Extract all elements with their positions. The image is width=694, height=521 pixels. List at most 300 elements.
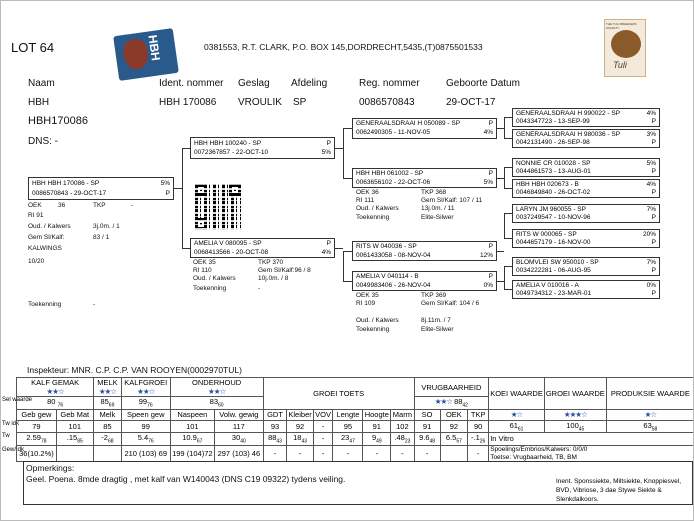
ss-line1: GENERAALSDRAAI H 050089 - SP [356,120,461,127]
connector [504,289,512,290]
group-header-row [1,378,694,397]
value: 9.6 [419,433,430,442]
tuli-logo-caption: THE TULI BREEDERS SOCIETY [606,22,637,30]
sd-line2-right: 5% [483,179,493,186]
connector [504,167,505,189]
col-gdt: GDT [263,409,287,420]
group-groei-toets: GROEI TOETS [263,378,414,410]
stars: ★☆ [644,410,657,419]
label-reg: Reg. nommer [359,78,420,89]
accuracy: 57 [456,438,462,445]
gg1-r2: P [651,118,656,125]
groei-waarde-value [544,420,606,433]
accuracy: 76 [147,402,153,409]
cell [215,433,264,446]
animal-oek-value: 36 [58,202,66,209]
weight-row [1,445,694,462]
accuracy: 43 [301,438,308,445]
group-label: KALFGROEI [124,378,168,387]
connector [182,248,190,249]
cell: 91 [363,420,391,433]
animal-gem-value: 83 / 1 [93,234,110,241]
group-kalf-gemak [17,378,94,397]
gg6-r2: P [651,239,656,246]
val-melk [93,397,121,410]
val-kalf-gemak [17,397,94,410]
label-section: Afdeling [291,78,328,89]
animal-box [28,177,174,200]
cell: 117 [215,420,264,433]
remarks-box [23,461,693,505]
connector [343,128,344,178]
cell [17,433,56,446]
gg3-line1: NONNIE CR 010028 - SP [516,160,591,167]
cell: 92 [440,420,468,433]
side-label-sel: Sel waarde [2,397,33,403]
connector [504,117,505,139]
gg4-r1: 4% [646,181,656,188]
gg5-r2: P [651,214,656,221]
sd-ri: RI 111 [356,197,375,204]
side-label-twidk: Tw idk [2,421,20,427]
hbh-logo [113,28,179,81]
group-label: VRUGBAARHEID [421,382,482,392]
col-lengte: Lengte [333,409,363,420]
sire-box [190,137,335,159]
dd-line2-right: 0% [483,282,493,289]
animal-kalwings: KALWINGS [28,245,62,252]
accuracy: 67 [196,438,203,445]
cell: - [313,420,333,433]
label-ident: Ident. nommer [159,78,224,89]
group-vrugbaarheid [414,378,489,397]
gg4-line2: 0046849840 - 26-OCT-02 [516,189,591,196]
accuracy: 68 [107,438,114,445]
accuracy: 69 [108,402,115,409]
cell: - [363,445,391,462]
animal-line1: HBH HBH 170086 - SP [32,180,100,187]
connector [504,266,512,267]
sd-tkp: TKP 368 [421,189,447,196]
accuracy: 48 [429,438,436,445]
sire-dam-box [352,168,497,188]
dd-gem: Gem Sl/Kalf: 104 / 6 [421,300,480,307]
dam-box [190,238,335,258]
bull-icon [611,30,641,58]
cell: - [468,445,489,462]
accuracy: 23 [404,438,411,445]
animal-oud: Oud. / Kalwers [28,223,71,230]
qr-code[interactable] [195,184,241,230]
sd-toekenning: Toekenning [356,214,390,221]
dam-toekenning-value: - [258,285,261,292]
gg2-r2: P [651,139,656,146]
dns: DNS: - [28,136,58,147]
value: 61 [509,420,518,430]
cell: - [263,445,287,462]
ss-line2: 0062490305 - 11-NOV-05 [356,129,430,136]
cell: - [333,445,363,462]
sire-line1: HBH HBH 100240 - SP [194,140,262,147]
accuracy: 42 [462,402,468,409]
cell [363,433,391,446]
gg5-r1: 7% [646,206,656,213]
dam-oud-value: 10j.0m. / 8 [258,275,289,282]
connector [343,251,344,281]
group-label: GROEI WAARDE [545,388,605,398]
gg1-line2: 0043347723 - 13-SEP-99 [516,118,590,125]
dd-line1: AMELIA V 040114 - B [356,273,419,280]
dd-oud: Oud. / Kalwers [356,317,399,324]
cell [391,433,414,446]
stars-groei [544,409,606,420]
sire-line2: 0072367857 - 22-OCT-10 [194,149,269,156]
dam-gem: Gem Sl/Kalf:96 / 8 [258,267,311,274]
value: .15 [66,433,78,442]
animal-kalwings-value: 10/20 [28,258,45,265]
gg-box-4 [512,179,660,198]
value: 5.4 [137,433,149,442]
stars: ★★☆ [98,387,116,396]
gg-box-2 [512,129,660,148]
gg4-r2: P [651,189,656,196]
val-vrugbaarheid [414,397,489,410]
cell: 101 [170,420,215,433]
group-koei-waarde [489,378,545,410]
qr-finder [229,184,241,196]
stars-koei [489,409,545,420]
dd-line1-right: P [488,273,493,280]
cell [93,445,121,462]
cell: 210 (103) 69 [121,445,170,462]
gg-box-1 [512,108,660,127]
value: - [321,434,325,444]
dam-oud: Oud. / Kalwers [193,275,236,282]
accuracy: 40 [240,438,246,445]
gg6-line1: RITS W 000065 - SP [516,231,577,238]
connector [497,178,504,179]
ds-line1-right: P [488,243,493,250]
stars: ★★★☆ [563,410,587,419]
dam-line1-right: P [326,240,331,247]
spacer-cell [1,433,17,446]
group-label: KALF GEMAK [31,378,80,387]
value: 9 [371,433,377,442]
connector [504,238,512,239]
stars: ★★☆ [46,387,64,396]
cell [440,445,468,462]
accuracy: 76 [148,438,154,445]
produksie-waarde-value [606,420,694,433]
spacer-cell [1,445,17,462]
dam-line1: AMELIA V 080095 - SP [194,240,262,247]
sd-gem: Gem Sl/Kalf: 107 / 11 [421,197,483,204]
gg2-line2: 0042131490 - 26-SEP-98 [516,139,590,146]
value: 99 [138,397,148,406]
gg4-line1: HBH HBH 020673 - B [516,181,579,188]
remarks-text: Geel. Poena. 8mde dragtig , met kalf van W140043 (DNS C19 09322) tydens veiling. [26,474,346,484]
connector [335,148,343,149]
connector [504,167,512,168]
cell: 90 [468,420,489,433]
value-dob: 29-OCT-17 [446,97,496,108]
gg6-r1: 20% [642,231,656,238]
col-kleiber: Kleiber [288,410,312,419]
lot-number: LOT 64 [11,40,55,55]
value: 63 [643,420,652,430]
cell [263,433,287,446]
cell [170,433,215,446]
gg-box-5 [512,204,660,223]
cell: 102 [391,420,414,433]
dam-ri: RI 110 [193,267,212,274]
label-sex: Geslag [238,78,270,89]
animal-tkp: TKP [93,202,106,209]
cell [121,433,170,446]
dam-line2-right: 4% [321,249,331,256]
sire-line2-right: 5% [321,149,331,156]
gg8-r1: 0% [646,282,656,289]
accuracy: 78 [40,438,47,445]
group-onderhoud [170,378,263,397]
gg6-line2: 0044657179 - 16-NOV-00 [516,239,591,246]
value: .48 [394,433,405,442]
connector [335,248,343,249]
connector [497,128,504,129]
gg7-r1: 7% [646,259,656,266]
cell [56,445,93,462]
connector [174,188,182,189]
accuracy: 85 [77,438,83,445]
spacer-cell [1,409,17,420]
owner-line: 0381553, R.T. CLARK, P.O. BOX 145,DORDRECHT,5435,(T)0875501533 [204,42,483,52]
value: 85 [100,397,109,406]
cell: 36(10.2%) [17,445,56,462]
dd-tkp: TKP 369 [421,292,447,299]
value: 83 [209,397,218,406]
side-label-gewidk: Gew/Idk [2,447,25,453]
value-reg: 0086570843 [359,97,415,108]
gg7-line2: 0034222281 - 06-AUG-95 [516,267,591,274]
cell [440,433,468,446]
connector [504,138,512,139]
col-marm: Marm [391,409,414,420]
cell [414,433,440,446]
dd-ri: RI 109 [356,300,376,307]
stars: ★★☆ [208,387,226,396]
gg5-line2: 0037249547 - 10-NOV-96 [516,214,591,221]
gg3-r2: P [651,168,656,175]
value: 2.59 [26,433,41,442]
toetse: Toetse: Vrugbaarheid, TB, BM [490,453,577,461]
value: 80 [47,397,56,406]
val-onderhoud [170,397,263,410]
cell: 91 [414,420,440,433]
gg8-line1: AMELIA V 010016 - A [516,282,579,289]
animal-ri: RI 91 [28,212,44,219]
spoelings: Spoelings/Embrios/Kalwers: 0/0/0 [490,445,588,453]
sire-line1-right: P [326,140,331,147]
value: 88 [268,433,277,442]
stars-produksie [606,409,694,420]
value: 23 [340,433,350,442]
dd-line2: 0049983406 - 26-NOV-04 [356,282,431,289]
sd-line1: HBH HBH 061002 - SP [356,170,424,177]
connector [504,188,512,189]
cell: - [391,445,414,462]
dam-sire-box [352,241,497,261]
qr-finder [195,218,207,230]
index-row [1,420,694,433]
cell: 297 (103) 46 [215,445,264,462]
value: 10.9 [182,433,197,442]
gg8-line2: 0049734312 - 23-MAR-01 [516,290,592,297]
sire-sire-box [352,118,497,139]
cell [333,433,363,446]
gg2-r1: 3% [646,131,656,138]
col-so: SO [414,409,440,420]
gg3-r1: 5% [646,160,656,167]
stars: ★☆ [510,410,523,419]
dam-line2: 0068413566 - 20-OCT-08 [194,249,269,256]
dam-tkp: TKP 370 [258,259,284,266]
animal-tkp-value: - [131,202,134,209]
value: -2 [101,433,108,442]
gg2-line1: GENERAALSDRAAI H 980036 - SP [516,131,621,138]
value: 6.5 [445,433,457,442]
dd-oek: OEK 35 [356,292,379,299]
connector [504,266,505,290]
remarks-title: Opmerkings: [26,463,75,473]
cell: 99 [121,420,170,433]
gg7-line1: BLOMVLEI SW 950010 - SP [516,259,599,266]
tuli-logo-text: Tuli [613,60,627,70]
gg-box-3 [512,158,660,177]
value-name: HBH [28,97,50,108]
value: -.1 [471,433,480,442]
value: 88 [454,397,463,406]
accuracy: 61 [517,426,524,432]
col-naspeen: Naspeen [170,409,215,420]
stars: ★★☆ [434,397,452,406]
gg8-r2: P [651,290,656,297]
label-dob: Geboorte Datum [446,78,520,89]
connector [182,148,183,248]
col-speen-gew: Speen gew [121,409,170,420]
animal-gem: Gem Sl/Kalf: [28,234,65,241]
col-vov: VOV [315,410,331,419]
cell: - [313,445,333,462]
sd-line1-right: P [488,170,493,177]
value: 18 [293,433,302,442]
connector [343,251,352,252]
accuracy: 49 [376,438,382,445]
side-label-tw: Tw [2,433,10,439]
column-header-row [1,409,694,420]
group-kalfgroei [121,378,170,397]
group-produksie-waarde [606,378,694,410]
spoeling-cell [489,445,694,462]
val-kalfgroei [121,397,170,410]
gg1-r1: 4% [646,110,656,117]
dam-oek: OEK 35 [193,259,216,266]
animal-oek: OEK [28,202,42,209]
animal-oud-value: 3j.0m. / 1 [93,223,120,230]
qr-finder [195,184,207,196]
connector [504,213,505,239]
accuracy: 45 [578,426,585,432]
col-tkp: TKP [468,409,489,420]
col-geb-mat: Geb Mat [56,409,93,420]
group-label: PRODUKSIE WAARDE [610,388,690,398]
inspector: Inspekteur: MNR. C.P. C.P. VAN ROOYEN(0002970TUL) [27,365,242,375]
connector [343,128,352,129]
cell: - [414,445,440,462]
sd-oek: OEK 36 [356,189,379,196]
label-name: Naam [28,78,55,89]
cell [287,433,313,446]
dam-toekenning: Toekenning [193,285,227,292]
cell [93,433,121,446]
group-label: ONDERHOUD [192,378,242,387]
accuracy: 58 [651,426,658,432]
cell [56,433,93,446]
ident-heading: HBH170086 [28,115,88,127]
ds-line1: RITS W 040036 - SP [356,243,417,250]
ds-line2-right: 12% [479,252,493,259]
cell: 101 [56,420,93,433]
dam-dam-box [352,271,497,291]
gg1-line1: GENERAALSDRAAI H 990022 - SP [516,110,621,117]
value-ident: HBH 170086 [159,97,217,108]
connector [504,213,512,214]
group-label: KOEI WAARDE [490,388,543,398]
dd-oud-value: 8j.11m. / 7 [421,317,451,324]
ss-line2-right: 4% [483,129,493,136]
gg-box-8 [512,280,660,299]
col-hoogte: Hoogte [364,410,389,419]
animal-line2: 0086570843 - 29-OCT-17 [32,190,107,197]
sd-toekenning-value: Elite-Silwer [421,214,454,221]
col-volw-gewig: Volw. gewig [215,409,264,420]
animal-toekenning: Toekenning [28,301,62,308]
cell [313,433,333,446]
gg3-line2: 0044861573 - 13-AUG-01 [516,168,591,175]
ebv-row [1,433,694,446]
connector [497,251,504,252]
spacer-cell [1,378,17,410]
animal-line1-right: 5% [160,180,170,187]
gg-box-6 [512,229,660,248]
cell: - [287,445,313,462]
hbh-logo-text: HBH [145,33,163,62]
cell: 95 [333,420,363,433]
in-vitro: In Vitro [489,433,694,446]
group-label: MELK [97,378,118,387]
dd-toekenning: Toekenning [356,326,390,333]
connector [182,148,190,149]
connector [497,281,504,282]
sd-oud-value: 13j.0m. / 11 [421,205,455,212]
group-groei-waarde [544,378,606,410]
stars: ★★☆ [137,387,155,396]
col-melk: Melk [93,409,121,420]
cell: 79 [17,420,56,433]
accuracy: 60 [218,402,224,409]
koei-waarde-value [489,420,545,433]
cell [468,433,489,446]
accuracy: 26 [479,438,486,445]
